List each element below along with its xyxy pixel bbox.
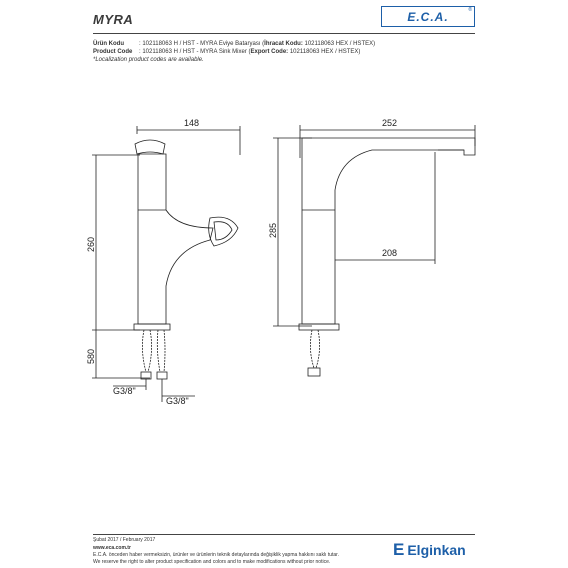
side-view [273,125,475,376]
product-code-tr-value: : 102118063 H / HST - MYRA Eviye Bataryası ( [139,41,265,47]
export-code-en-value: 102118063 HEX / HSTEX) [288,49,361,55]
elginkan-logo [393,541,466,559]
product-code-tr-row [93,40,375,48]
hose-right [157,330,165,372]
elginkan-name: Elginkan [407,542,466,558]
product-code-tr-label: Ürün Kodu [93,41,124,47]
footer-notice-en: We reserve the right to alter product specification and colors and to make modifications without prior notice. [93,559,331,565]
registered-mark: ® [468,7,472,13]
export-code-en-label: Export Code: [250,49,289,55]
faucet-side-base [299,324,339,330]
technical-drawing [80,110,500,410]
side-hose [310,330,319,368]
product-info [93,40,375,64]
elginkan-mark-icon: E [393,540,405,559]
hose-left [142,330,151,372]
footer-date: Şubat 2017 / February 2017 [93,537,156,543]
thread-label-1: G3/8" [113,386,136,396]
hose-nut-right [157,372,167,379]
thread-label-2: G3/8" [166,396,189,406]
export-code-tr-label: İhracat Kodu: [264,41,303,47]
eca-logo-text: E.C.A. [407,9,449,24]
faucet-body [138,154,213,324]
product-title: MYRA [93,12,134,27]
handle-top [135,140,165,154]
spout-aerator [214,222,232,240]
footer-website[interactable]: www.eca.com.tr [93,545,131,551]
faucet-base [134,324,170,330]
front-view [92,126,240,402]
dim-580: 580 [86,348,96,364]
footer-notice-tr: E.C.A. önceden haber vermeksizin, ürünler ve ürünlerin teknik detaylarında değişiklik yapma hakkını saklı tutar. [93,552,339,558]
export-code-tr-value: 102118063 HEX / HSTEX) [302,41,376,47]
dim-252: 252 [382,118,398,128]
side-hose-nut [308,368,320,376]
dim-260: 260 [86,236,96,252]
dim-148: 148 [184,118,200,128]
product-code-en-row [93,48,375,56]
dim-285: 285 [268,222,278,238]
footer-divider [93,534,475,535]
spout-end [209,217,238,246]
product-code-en-label: Product Code [93,49,133,55]
localization-note: *Localization product codes are available. [93,57,204,63]
dim-208: 208 [382,248,398,258]
eca-logo [381,6,475,27]
faucet-side-body [302,138,475,324]
product-code-en-value: : 102118063 H / HST - MYRA Sink Mixer ( [139,49,251,55]
header-divider [93,33,475,34]
